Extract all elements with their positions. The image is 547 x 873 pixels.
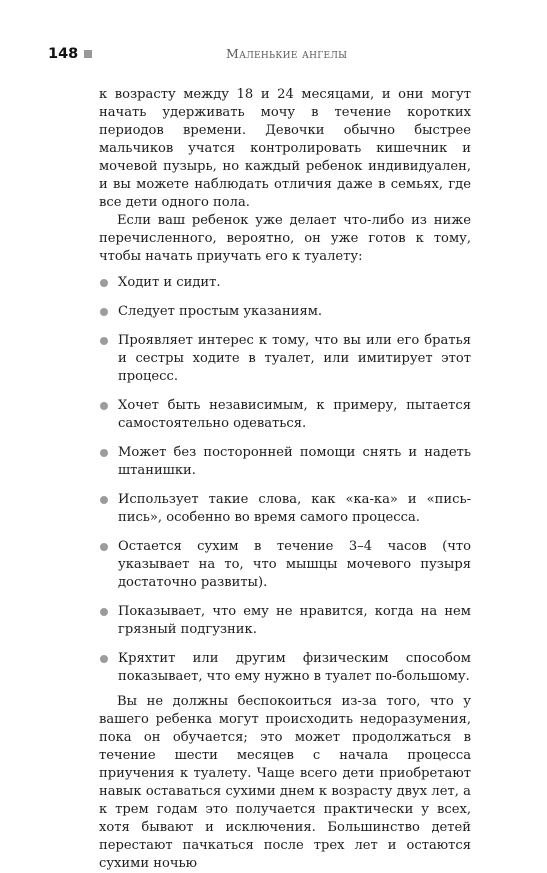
list-item	[99, 491, 471, 527]
header-square-ornament	[84, 50, 92, 58]
list-item	[99, 397, 471, 433]
list-item	[99, 332, 471, 386]
list-item	[99, 444, 471, 480]
bullet-icon	[100, 308, 108, 316]
list-item-text: Хочет быть независимым, к примеру, пытается самостоятельно одеваться.	[118, 398, 471, 431]
bullet-icon	[100, 543, 108, 551]
paragraph-intro: к возрасту между 18 и 24 месяцами, и они могут начать удерживать мочу в течение коротких периодов времени. Девочки обычно быстрее мальчиков учатся контролировать кишечник и мочевой пузырь, но каждый ребенок индивидуален, и вы можете наблюдать отличия даже в семьях, где все дети одного пола.	[99, 87, 471, 210]
list-item-text: Остается сухим в течение 3–4 часов (что указывает на то, что мышцы мочевого пузыря достаточно развиты).	[118, 539, 471, 590]
list-item-text: Следует простым указаниям.	[118, 304, 323, 319]
page-number: 148	[48, 46, 79, 62]
bullet-icon	[100, 655, 108, 663]
readiness-signs-list	[99, 274, 471, 686]
list-item	[99, 538, 471, 592]
list-item-text: Показывает, что ему не нравится, когда на нем грязный подгузник.	[118, 604, 471, 637]
body-text	[99, 86, 471, 873]
bullet-icon	[100, 496, 108, 504]
list-item-text: Ходит и сидит.	[118, 275, 221, 290]
list-item-text: Проявляет интерес к тому, что вы или его братья и сестры ходите в туалет, или имитирует этот процесс.	[118, 333, 471, 384]
running-title: Маленькие ангелы	[226, 46, 348, 61]
list-item-text: Может без посторонней помощи снять и надеть штанишки.	[118, 445, 471, 478]
list-item-text: Кряхтит или другим физическим способом показывает, что ему нужно в туалет по-большому.	[118, 651, 471, 684]
running-head	[48, 44, 500, 64]
list-item	[99, 303, 471, 321]
bullet-icon	[100, 402, 108, 410]
bullet-icon	[100, 279, 108, 287]
paragraph-closing: Вы не должны беспокоиться из-за того, что у вашего ребенка могут происходить недоразумения, пока он обучается; это может продолжаться в течение шести месяцев с начала процесса приучения к туалету. Чаще всего дети приобретают навык оставаться сухими днем к возрасту двух лет, а к трем годам это получается практически у всех, хотя бывают и исключения. Большинство детей перестают пачкаться после трех лет и остаются сухими ночью	[99, 694, 471, 871]
bullet-icon	[100, 337, 108, 345]
paragraph-lead-in: Если ваш ребенок уже делает что-либо из ниже перечисленного, вероятно, он уже готов к тому, чтобы начать приучать его к туалету:	[99, 213, 471, 264]
list-item	[99, 603, 471, 639]
bullet-icon	[100, 608, 108, 616]
list-item-text: Использует такие слова, как «ка-ка» и «пись-пись», особенно во время самого процесса.	[118, 492, 471, 525]
bullet-icon	[100, 449, 108, 457]
list-item	[99, 650, 471, 686]
list-item	[99, 274, 471, 292]
